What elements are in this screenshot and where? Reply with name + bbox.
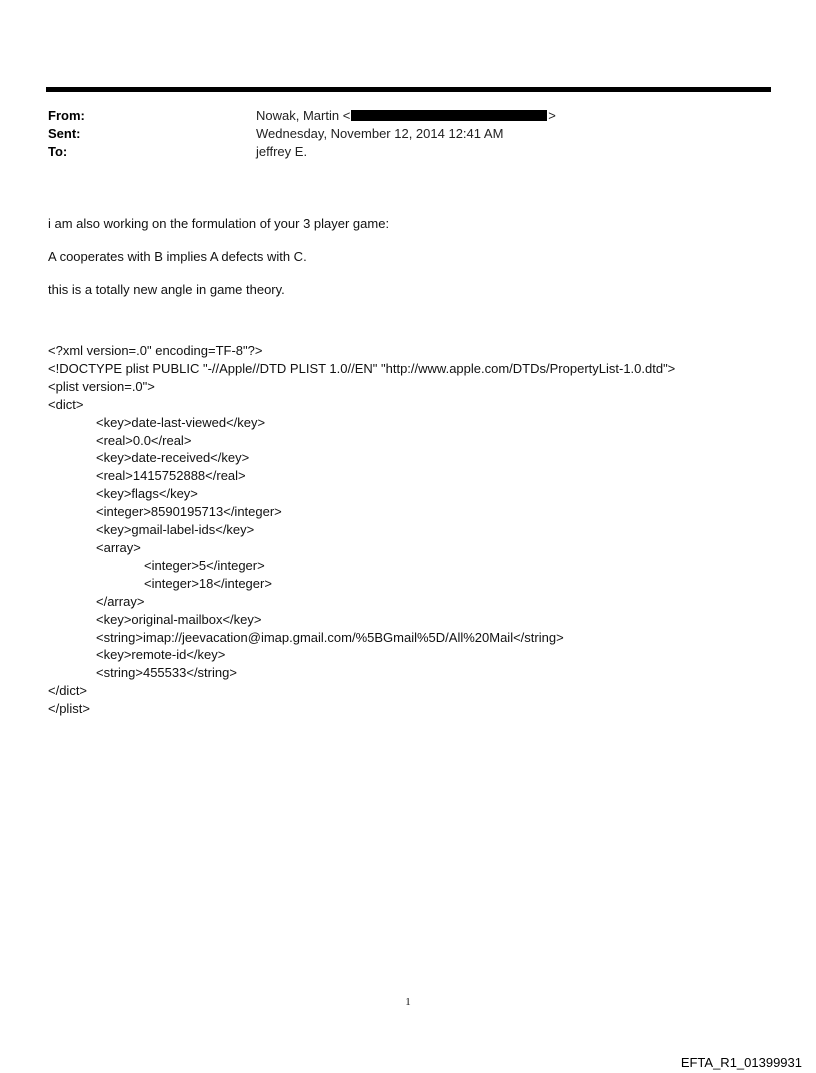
- sent-row: [48, 125, 748, 143]
- to-value: jeffrey E.: [256, 144, 308, 159]
- from-close-bracket: >: [548, 108, 556, 123]
- xml-line: <dict>: [48, 396, 84, 412]
- xml-line: <key>remote-id</key>: [96, 647, 226, 663]
- from-name: Nowak, Martin <: [256, 108, 351, 123]
- page-number: 1: [405, 996, 411, 1008]
- xml-line: <string>455533</string>: [96, 665, 237, 681]
- xml-line: <key>date-last-viewed</key>: [96, 414, 266, 430]
- to-row: [48, 143, 748, 161]
- to-label: To:: [48, 144, 68, 159]
- xml-line: </plist>: [48, 701, 90, 717]
- body-paragraph: A cooperates with B implies A defects with C.: [48, 249, 307, 264]
- xml-line: <real>0.0</real>: [96, 432, 192, 448]
- header-divider-rule: [46, 87, 771, 92]
- sent-label: Sent:: [48, 126, 81, 141]
- xml-line: <plist version=.0">: [48, 378, 155, 394]
- email-header: [48, 107, 748, 161]
- body-paragraph: this is a totally new angle in game theory.: [48, 282, 285, 297]
- xml-line: <integer>18</integer>: [144, 575, 272, 591]
- xml-line: <real>1415752888</real>: [96, 468, 246, 484]
- redaction-block: [351, 110, 547, 121]
- document-id: EFTA_R1_01399931: [680, 1055, 802, 1070]
- xml-line: <!DOCTYPE plist PUBLIC "-//Apple//DTD PLIST 1.0//EN" "http://www.apple.com/DTDs/PropertyList-1.0.dtd">: [48, 360, 676, 376]
- xml-line: </array>: [96, 593, 145, 609]
- from-label: From:: [48, 108, 85, 123]
- from-value: [256, 107, 556, 125]
- xml-line: </dict>: [48, 683, 88, 699]
- xml-line: <key>date-received</key>: [96, 450, 250, 466]
- xml-line: <key>gmail-label-ids</key>: [96, 522, 255, 538]
- xml-line: <integer>8590195713</integer>: [96, 504, 282, 520]
- xml-line: <key>original-mailbox</key>: [96, 611, 262, 627]
- body-paragraph: i am also working on the formulation of your 3 player game:: [48, 216, 390, 231]
- xml-line: <array>: [96, 539, 141, 555]
- email-body: [48, 215, 778, 314]
- xml-line: <string>imap://jeevacation@imap.gmail.com/%5BGmail%5D/All%20Mail</string>: [96, 629, 564, 645]
- xml-line: <integer>5</integer>: [144, 557, 265, 573]
- xml-line: <key>flags</key>: [96, 486, 198, 502]
- sent-value: Wednesday, November 12, 2014 12:41 AM: [256, 126, 504, 141]
- xml-line: <?xml version=.0" encoding=TF-8"?>: [48, 343, 263, 358]
- from-row: [48, 107, 748, 125]
- plist-xml-block: [48, 342, 788, 718]
